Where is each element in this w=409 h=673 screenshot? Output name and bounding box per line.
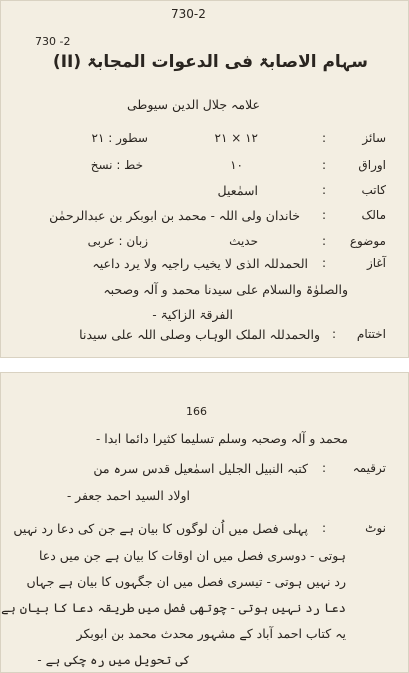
page-number-top: 730-2	[171, 7, 206, 21]
row-value-size: ۲۱ × ۱۲	[214, 131, 258, 145]
catalog-card-2: 166 محمد و آلہ وصحبہ وسلم تسلیما کثیرا دائما ابدا - ترقیمہ : کتبہ النبیل الجلیل اسمٰعیل قدس سرہ من اولاد السید احمد جعفر - نوٹ : پہلی فصل میں اُن لوگوں کا بیان ہے جن کی دعا رد نہیں ہوتی - دوسری فصل میں ان اوقات کا بیان ہے جن میں دعا رد نہیں ہوتی - تیسری فصل میں ان جگہوں کا بیان ہے جہاں دعا رد نہیں ہوتی - چوتھی فصل میں طریقہ دعا کا بیان ہے یہ کتاب احمد آباد کے مشہور محدث محمد بن ابوبکر کی تحویل میں رہ چکی ہے -	[0, 372, 409, 673]
page-number: 166	[186, 405, 207, 418]
incipit-label: آغاز	[366, 256, 386, 270]
note-line-1: پہلی فصل میں اُن لوگوں کا بیان ہے جن کی دعا رد نہیں	[13, 521, 308, 536]
row-value-owner: خاندان ولی اللہ - محمد بن ابوبکر بن عبدالرحمٰن	[49, 208, 300, 223]
incipit-line-2: والصلوٰۃ والسلام علی سیدنا محمد و آلہ وصحبہ	[103, 282, 348, 297]
colophon-line-2: اولاد السید احمد جعفر -	[66, 488, 190, 503]
incipit-line-1: الحمدللہ الذی لا یخیب راجیہ ولا یرد داعیہ	[92, 256, 308, 271]
row-label-scribe: کاتب	[361, 183, 386, 197]
explicit-label: اختتام	[356, 327, 386, 341]
row-label-subject: موضوع	[349, 234, 386, 248]
row-value-scribe: اسمٰعیل	[217, 183, 258, 198]
note-line-5: یہ کتاب احمد آباد کے مشہور محدث محمد بن ابوبکر	[76, 626, 346, 641]
catalog-card-1: 730-2 730 -2 سہام الاصابۃ فی الدعوات المجابۃ (II) علامہ جلال الدین سیوطی سائز : ۲۱ × ۱۲ سطور : ۲۱ اوراق : ۱۰ خط : نسخ کاتب : اسمٰعیل مالک : خاندان ولی اللہ - محمد بن ابوبکر بن عبدالرحمٰن موضوع : حدیث زبان : عربی آغاز : الحمدللہ الذی لا یخیب راجیہ ولا یرد داعیہ والصلوٰۃ والسلام علی سیدنا محمد و آلہ وصحبہ الفرقۃ الزاکیۃ - اختتام : والحمدللہ الملک الوہاب وصلی اللہ علی سیدنا	[0, 0, 409, 358]
explicit-text: والحمدللہ الملک الوہاب وصلی اللہ علی سیدنا	[79, 327, 320, 342]
row-label-folios: اوراق	[358, 158, 386, 172]
incipit-line-3: الفرقۃ الزاکیۃ -	[152, 307, 233, 322]
colophon-label: ترقیمہ	[352, 461, 386, 475]
row-label-size: سائز	[362, 131, 386, 145]
note-line-4: دعا رد نہیں ہوتی - چوتھی فصل میں طریقہ دعا کا بیان ہے	[1, 600, 346, 615]
row-label-owner: مالک	[361, 208, 386, 222]
manuscript-title: سہام الاصابۃ فی الدعوات المجابۃ (II)	[52, 52, 368, 72]
row-value-subject: حدیث	[229, 234, 258, 248]
colophon-line-1: کتبہ النبیل الجلیل اسمٰعیل قدس سرہ من	[93, 461, 308, 476]
row-value-folios: ۱۰	[230, 158, 243, 172]
row-extra-lines: سطور : ۲۱	[91, 131, 148, 145]
note-label: نوٹ	[365, 521, 386, 535]
continuation-line: محمد و آلہ وصحبہ وسلم تسلیما کثیرا دائما ابدا -	[96, 431, 348, 446]
row-extra-script: خط : نسخ	[90, 158, 143, 172]
row-extra-language: زبان : عربی	[87, 234, 148, 248]
author-name: علامہ جلال الدین سیوطی	[126, 97, 260, 112]
page-number-left: 730 -2	[35, 35, 71, 48]
note-line-6: کی تحویل میں رہ چکی ہے -	[37, 652, 190, 667]
note-line-3: رد نہیں ہوتی - تیسری فصل میں ان جگہوں کا بیان ہے جہاں	[26, 574, 346, 589]
note-line-2: ہوتی - دوسری فصل میں ان اوقات کا بیان ہے جن میں دعا	[38, 548, 346, 563]
